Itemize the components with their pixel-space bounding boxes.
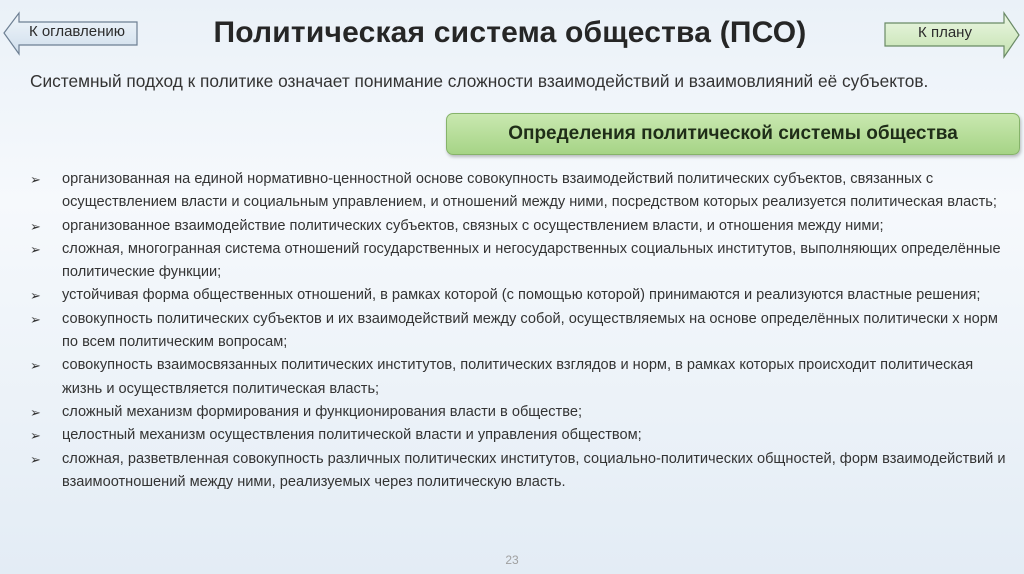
- definitions-header: Определения политической системы общества: [446, 113, 1020, 155]
- arrow-bullet-icon: ➢: [30, 451, 41, 467]
- definition-item: [30, 215, 1010, 238]
- arrow-bullet-icon: ➢: [30, 172, 41, 187]
- arrow-bullet-icon: ➢: [30, 404, 41, 420]
- intro-text: Системный подход к политике означает понимание сложности взаимодействий и взаимовлияний её субъектов.: [30, 71, 929, 91]
- arrow-bullet-icon: ➢: [30, 288, 41, 304]
- back-to-contents-button[interactable]: [3, 11, 139, 59]
- back-button-label: К оглавлению: [28, 22, 126, 40]
- definition-item: [30, 424, 1010, 447]
- definition-text: целостный механизм осуществления политической власти и управления обществом;: [62, 427, 642, 444]
- definitions-list: [30, 168, 1010, 494]
- definition-item: [30, 448, 1010, 495]
- definition-text: организованное взаимодействие политических субъектов, связных с осуществлением власти, и отношения между ними;: [62, 217, 884, 234]
- definition-item: [30, 308, 1010, 355]
- arrow-bullet-icon: ➢: [30, 241, 41, 257]
- definition-text: организованная на единой нормативно-ценностной основе совокупность взаимодействий политических субъектов, связанных с осуществлением власти и социальным управлением, и отношений между ними, посредством которых реализуется политическая власть;: [62, 171, 997, 211]
- arrow-bullet-icon: ➢: [30, 218, 41, 234]
- to-plan-button[interactable]: [884, 11, 1020, 59]
- definition-text: совокупность взаимосвязанных политических институтов, политических взглядов и норм, в рамках которых происходит политическая жизнь и осуществляется политическая власть;: [62, 357, 974, 397]
- definition-item: [30, 238, 1010, 285]
- definition-text: совокупность политических субъектов и их взаимодействий между собой, осуществляемых на основе определённых политически х норм по всем политическим вопросам;: [62, 310, 998, 351]
- definition-item: [30, 168, 1010, 215]
- definition-item: [30, 401, 1010, 424]
- definition-item: [30, 354, 1010, 401]
- arrow-bullet-icon: ➢: [30, 311, 41, 327]
- page-title: Политическая система общества (ПСО): [213, 16, 807, 49]
- page-number: 23: [505, 553, 519, 567]
- definition-text: сложный механизм формирования и функционирования власти в обществе;: [62, 403, 583, 420]
- arrow-bullet-icon: ➢: [30, 358, 41, 374]
- forward-button-label: К плану: [918, 23, 972, 41]
- definition-text: сложная, многогранная система отношений государственных и негосударственных социальных институтов, выполняющих определённые политические функции;: [62, 240, 1001, 281]
- definition-text: устойчивая форма общественных отношений, в рамках которой (с помощью которой) принимаются и реализуются властные решения;: [62, 287, 981, 304]
- arrow-bullet-icon: ➢: [30, 428, 41, 444]
- definition-item: [30, 284, 1010, 307]
- definition-text: сложная, разветвленная совокупность различных политических институтов, социально-политических общностей, форм взаимодействий и взаимоотношений между ними, реализуемых через политическую власть.: [62, 450, 1006, 490]
